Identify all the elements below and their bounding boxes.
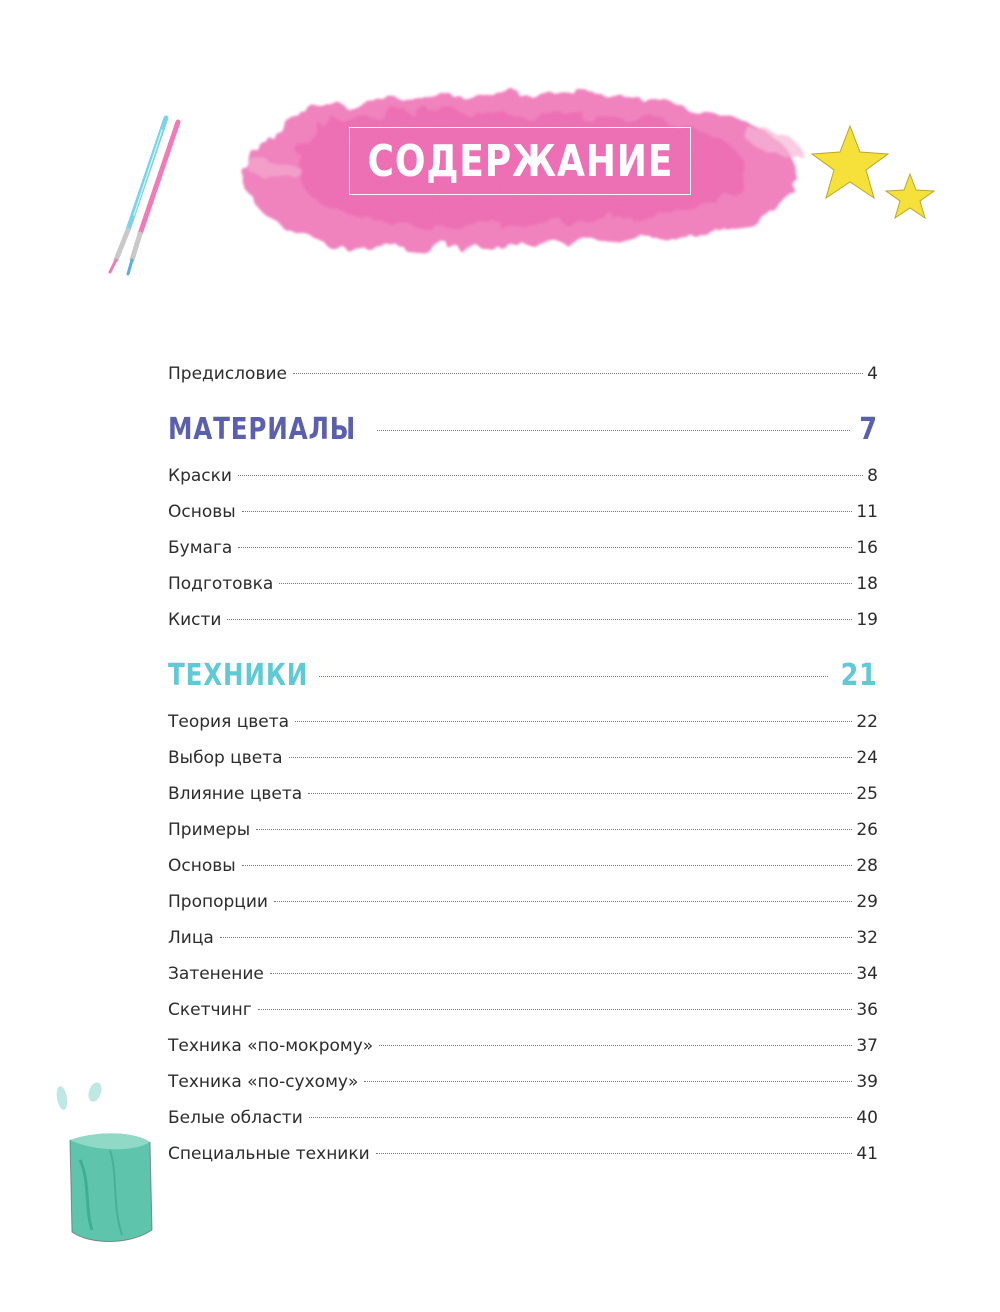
toc-entry-label: Затенение xyxy=(168,964,264,984)
toc-entry-page: 29 xyxy=(856,892,878,912)
paintbrushes-icon xyxy=(88,110,198,280)
toc-entry[interactable] xyxy=(168,956,878,992)
section-heading: МАТЕРИАЛЫ xyxy=(168,412,357,447)
toc-entry-label: Техника «по-мокрому» xyxy=(168,1036,374,1056)
dot-leader xyxy=(256,829,852,830)
dot-leader xyxy=(220,937,853,938)
toc-entry-label: Предисловие xyxy=(168,364,287,384)
toc-entry[interactable] xyxy=(168,776,878,812)
toc-entry[interactable] xyxy=(168,740,878,776)
toc-entry-label: Влияние цвета xyxy=(168,784,303,804)
toc-entry-page: 41 xyxy=(856,1144,878,1164)
page-title: СОДЕРЖАНИЕ xyxy=(367,135,673,187)
toc-section-techniques[interactable] xyxy=(168,648,878,704)
dot-leader xyxy=(295,721,852,722)
title-frame xyxy=(349,127,691,195)
toc-entry-label: Основы xyxy=(168,502,236,522)
toc-entry-label: Выбор цвета xyxy=(168,748,283,768)
table-of-contents xyxy=(168,356,878,1172)
toc-entry-label: Кисти xyxy=(168,610,222,630)
toc-entry-label: Лица xyxy=(168,928,214,948)
dot-leader xyxy=(308,793,852,794)
dot-leader xyxy=(238,475,863,476)
dot-leader xyxy=(309,1117,853,1118)
toc-entry-page: 26 xyxy=(856,820,878,840)
toc-entry[interactable] xyxy=(168,494,878,530)
toc-entry-label: Бумага xyxy=(168,538,233,558)
toc-entry-page: 18 xyxy=(856,574,878,594)
dot-leader xyxy=(279,583,852,584)
toc-entry-page: 37 xyxy=(856,1036,878,1056)
toc-entry-label: Пропорции xyxy=(168,892,268,912)
dot-leader xyxy=(242,865,853,866)
toc-entry-page: 36 xyxy=(856,1000,878,1020)
toc-entry-label: Техника «по-сухому» xyxy=(168,1072,359,1092)
toc-entry[interactable] xyxy=(168,920,878,956)
toc-entry-label: Основы xyxy=(168,856,236,876)
toc-entry[interactable] xyxy=(168,992,878,1028)
stars-icon xyxy=(808,118,948,228)
toc-entry-label: Белые области xyxy=(168,1108,303,1128)
toc-entry[interactable] xyxy=(168,1100,878,1136)
section-heading: ТЕХНИКИ xyxy=(168,658,309,693)
toc-entry-page: 16 xyxy=(856,538,878,558)
toc-entry-page: 4 xyxy=(867,364,878,384)
toc-entry-preface[interactable] xyxy=(168,356,878,392)
dot-leader xyxy=(289,757,853,758)
dot-leader xyxy=(377,430,850,431)
toc-entry[interactable] xyxy=(168,848,878,884)
dot-leader xyxy=(227,619,852,620)
toc-entry[interactable] xyxy=(168,812,878,848)
section-page: 7 xyxy=(859,412,878,447)
toc-entry[interactable] xyxy=(168,602,878,638)
toc-entry[interactable] xyxy=(168,1028,878,1064)
dot-leader xyxy=(364,1081,852,1082)
dot-leader xyxy=(270,973,852,974)
toc-entry[interactable] xyxy=(168,884,878,920)
dot-leader xyxy=(258,1009,853,1010)
toc-entry-label: Специальные техники xyxy=(168,1144,370,1164)
toc-entry-label: Теория цвета xyxy=(168,712,290,732)
toc-entry-page: 40 xyxy=(856,1108,878,1128)
toc-entry[interactable] xyxy=(168,458,878,494)
toc-entry[interactable] xyxy=(168,1064,878,1100)
toc-entry-page: 28 xyxy=(856,856,878,876)
toc-section-materials[interactable] xyxy=(168,402,878,458)
toc-entry-page: 25 xyxy=(856,784,878,804)
toc-entry-page: 24 xyxy=(856,748,878,768)
dot-leader xyxy=(319,676,828,677)
dot-leader xyxy=(379,1045,852,1046)
toc-entry[interactable] xyxy=(168,1136,878,1172)
dot-leader xyxy=(238,547,852,548)
toc-entry-page: 19 xyxy=(856,610,878,630)
toc-entry-page: 11 xyxy=(856,502,878,522)
dot-leader xyxy=(293,373,863,374)
toc-entry-label: Подготовка xyxy=(168,574,274,594)
toc-entry-label: Краски xyxy=(168,466,232,486)
toc-entry-label: Примеры xyxy=(168,820,251,840)
toc-entry-page: 34 xyxy=(856,964,878,984)
toc-entry-page: 8 xyxy=(867,466,878,486)
dot-leader xyxy=(242,511,853,512)
section-page: 21 xyxy=(840,658,878,693)
toc-entry-page: 22 xyxy=(856,712,878,732)
toc-entry-label: Скетчинг xyxy=(168,1000,252,1020)
toc-entry[interactable] xyxy=(168,530,878,566)
dot-leader xyxy=(376,1153,853,1154)
toc-entry[interactable] xyxy=(168,566,878,602)
dot-leader xyxy=(274,901,852,902)
toc-entry-page: 39 xyxy=(856,1072,878,1092)
toc-entry[interactable] xyxy=(168,704,878,740)
toc-entry-page: 32 xyxy=(856,928,878,948)
